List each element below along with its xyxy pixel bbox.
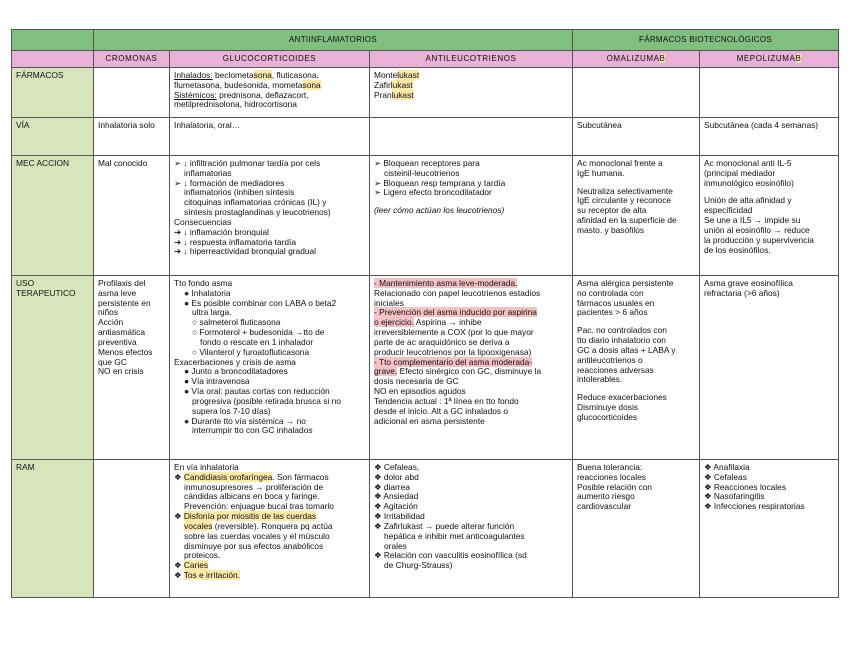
via-mepoli: Subcutánea (cada 4 semanas) (700, 118, 839, 156)
text: ❖ Zafirlukast → puede alterar función (374, 520, 515, 531)
text: metilprednisolona, hidrocortisona (174, 99, 297, 110)
text: persistente en (98, 297, 151, 308)
text: no controlada con (577, 287, 644, 298)
header-antiinflamatorios: ANTIINFLAMATORIOS (94, 30, 573, 51)
text: ● Es posible combinar con LABA o beta2 (184, 297, 337, 308)
text: hepática e inhibir met anticoagulantes (384, 530, 525, 541)
text: ❖ Nasofaringitis (704, 491, 765, 502)
text: interrumpir tto con GC inhalados (192, 425, 313, 436)
text: Ac monoclonal anti IL-5 (704, 158, 792, 168)
text: progresiva (posible retirada brusca si no (192, 395, 341, 406)
uso-omali (573, 276, 700, 460)
text: ❖ Reacciones locales (704, 481, 787, 492)
header-cromonas: CROMONAS (94, 51, 170, 68)
text: Tto fondo asma (174, 278, 233, 288)
mepolizumab-suffix: B (795, 54, 802, 64)
row-ram (12, 460, 839, 598)
text: Buena tolerancia: (577, 462, 643, 472)
text: dosis necesaria de GC (374, 376, 459, 387)
text: GC a dosis altas + LABA y (577, 344, 676, 355)
highlight-text: - Mantenimiento asma leve-moderada. (374, 278, 518, 288)
text: inflamatorias (184, 167, 232, 178)
text: Acción (98, 317, 124, 328)
text: Ac monoclonal frente a (577, 158, 663, 168)
row-label-via: VÍA (12, 118, 94, 156)
omalizumab-suffix: B (659, 54, 666, 64)
text: disminuye por sus efectos anabólicos (184, 540, 324, 551)
ram-antileu (370, 460, 573, 598)
text: ❖ Irritabilidad (374, 511, 425, 522)
text: Exacerbaciones y crisis de asma (174, 356, 296, 367)
pharmacology-table (11, 29, 839, 598)
farmacos-mepoli (700, 68, 839, 118)
text: prednisona, deflazacort, (216, 89, 309, 100)
text: (reversible). Ronquera pq actúa (212, 520, 333, 531)
row-via (12, 118, 839, 156)
text: de Churg-Strauss) (384, 560, 453, 571)
text: ➢ Bloquean resp temprana y tardía (374, 177, 506, 188)
text: . Son fármacos (272, 471, 329, 482)
text: inmunosupresores → proliferación de (184, 481, 324, 492)
text: En vía inhalatoria (174, 462, 239, 472)
highlight-text: - Prevención del asma inducido por aspirina (374, 307, 537, 318)
text: ● Vía intravenosa (184, 376, 250, 387)
mec-cromonas: Mal conocido (94, 156, 170, 276)
inhalados-label: Inhalados: (174, 70, 213, 80)
suffix-highlight: sona (253, 70, 272, 80)
text: ● Junto a broncodilatadores (184, 366, 288, 377)
text: ➔ ↓ hiperreactividad bronquial gradual (174, 246, 317, 257)
via-gluco: Inhalatoria, oral… (170, 118, 370, 156)
text: Pac. no controlados con (577, 325, 667, 336)
text: fondo o rescate en 1 inhalador (200, 336, 314, 347)
text: afinidad en la superficie de (577, 215, 677, 226)
text: ❖ Agitación (374, 501, 418, 512)
text: pacientes > 6 años (577, 307, 648, 318)
row-label-mec: MEC ACCION (12, 156, 94, 276)
text: tto diario inhalatorio con (577, 335, 666, 346)
text: su receptor de alta (577, 205, 647, 216)
text: inflamatorios (inhiben síntesis (184, 187, 295, 198)
farmacos-gluco (170, 68, 370, 118)
highlight-text: Candidiasis orofaríngea (183, 471, 273, 482)
header-corner-1 (12, 30, 94, 51)
uso-antileu (370, 276, 573, 460)
text: de los eosinófilos. (704, 244, 771, 255)
drug-name: Zafir (374, 79, 391, 90)
mec-antileu (370, 156, 573, 276)
header-glucocorticoides: GLUCOCORTICOIDES (170, 51, 370, 68)
text: que GC (98, 356, 127, 367)
text: Aspirina → inhibe (414, 317, 482, 328)
text: cardiovascular (577, 501, 632, 512)
text: irreversiblemente a COX (por lo que mayor (374, 327, 534, 338)
mec-mepoli (700, 156, 839, 276)
ram-mepoli (700, 460, 839, 598)
text: especificidad (704, 205, 753, 216)
text: masto. y basófilos (577, 224, 645, 235)
text: aumento riesgo (577, 491, 635, 502)
text: fármacos usuales en (577, 297, 655, 308)
text: antiasmática (98, 327, 146, 338)
text: ❖ Cefaleas (704, 471, 747, 482)
text: IgE circulante y reconoce (577, 195, 672, 206)
text: ❖ dolor abd (374, 471, 419, 482)
text: ● Durante tto vía sistémica → no (184, 415, 306, 426)
mec-gluco (170, 156, 370, 276)
text: citoquinas inflamatorias crónicas (IL) y (184, 197, 327, 208)
text: Profilaxis del (98, 278, 146, 288)
text: antileucotrienos o (577, 354, 643, 365)
bullet: ❖ (174, 471, 184, 482)
bullet: ❖ (174, 511, 184, 522)
farmacos-omali (573, 68, 700, 118)
suffix-highlight: sona (302, 79, 321, 90)
row-label-ram: RAM (12, 460, 94, 598)
via-cromonas: Inhalatoria solo (94, 118, 170, 156)
text: inmunológico eosinófilo) (704, 177, 794, 188)
text: Reduce exacerbaciones (577, 392, 667, 403)
text: ➔ ↓ inflamación bronquial (174, 226, 270, 237)
text: cándidas albicans en boca y faringe. (184, 491, 320, 502)
text: NO en crisis (98, 366, 144, 377)
text: glucocorticoides (577, 411, 638, 422)
farmacos-cromonas (94, 68, 170, 118)
text: Relacionado con papel leucotrienos estadios (374, 287, 541, 298)
text: Tendencia actual : 1ª línea en tto fondo (374, 395, 519, 406)
text: (leer cómo actúan los leucotrienos) (374, 205, 505, 216)
header-omalizumab (573, 51, 700, 68)
header-antileucotrienos: ANTILEUCOTRIENOS (370, 51, 573, 68)
uso-gluco (170, 276, 370, 460)
text: unión al eosinófilo → reduce (704, 224, 810, 235)
text: Unión de alta afinidad y (704, 195, 792, 206)
text: proteicos. (184, 550, 221, 561)
highlight-text: Caries (183, 560, 209, 571)
text: producir leucotrienos por la lipooxigenasa) (374, 346, 532, 357)
text: Asma alérgica persistente (577, 278, 674, 288)
header-corner-2 (12, 51, 94, 68)
text: orales (384, 540, 407, 551)
highlight-text: grave. (374, 366, 398, 377)
text: ➢ Bloquean receptores para (374, 158, 480, 168)
text: Neutraliza selectivamente (577, 185, 673, 196)
text: ➢ ↓ infiltración pulmonar tardía por cels (174, 158, 321, 168)
text: , fluticasona, (271, 70, 319, 80)
row-label-uso (12, 276, 94, 460)
text: refractaria (>6 años) (704, 287, 780, 298)
row-uso (12, 276, 839, 460)
text: beclometa (212, 70, 254, 80)
text: IgE humana. (577, 167, 625, 178)
suffix-highlight: lukast (391, 89, 414, 100)
text: reacciones locales (577, 471, 646, 482)
mec-omali (573, 156, 700, 276)
row-mec (12, 156, 839, 276)
highlight-text: - Tto complementario del asma moderada- (374, 356, 533, 367)
text: Se une a IL5 → impide su (704, 215, 801, 226)
text: supera los 7-10 días) (192, 405, 271, 416)
ram-omali (573, 460, 700, 598)
text: Efecto sinérgico con GC, disminuye la (397, 366, 542, 377)
text: niños (98, 307, 119, 318)
text: flumetasona, budesonida, mometa (174, 79, 303, 90)
text: (principal mediador (704, 167, 776, 178)
text: ● Vía oral: pautas cortas con reducción (184, 386, 330, 397)
header-row-1 (12, 30, 839, 51)
text: ➢ Ligero efecto broncodilatador (374, 187, 492, 198)
text: cisteinil-leucotrienos (384, 167, 460, 178)
highlight-text: Disfonía por miositis de las cuerdas (183, 511, 317, 522)
bullet: ❖ (174, 570, 184, 581)
text: intolerables. (577, 374, 623, 385)
text: ➔ ↓ respuesta inflamatoria tardía (174, 236, 296, 247)
bullet: ❖ (174, 560, 184, 571)
text: la producción y supervivencia (704, 234, 814, 245)
text: Asma grave eosinofílica (704, 278, 793, 288)
text: Posible relación con (577, 481, 652, 492)
header-row-2 (12, 51, 839, 68)
drug-name: Pran (374, 89, 392, 100)
text: Menos efectos (98, 346, 153, 357)
text: ❖ Ansiedad (374, 491, 419, 502)
text: Prevención: enjuague bucal tras tomarlo (184, 501, 334, 512)
via-omali: Subcutánea (573, 118, 700, 156)
text: desde el inicio. Alt a GC inhalados o (374, 405, 509, 416)
text: síntesis prostaglandinas y leucotrienos) (184, 207, 331, 218)
text: ○ Formoterol + budesonida →tto de (192, 327, 325, 338)
text: ❖ Cefaleas, (374, 462, 420, 472)
suffix-highlight: lukast (390, 79, 413, 90)
text: ❖ Infecciones respiratorias (704, 501, 805, 512)
row-label-farmacos: FÁRMACOS (12, 68, 94, 118)
sistemicos-label: Sistémicos: (174, 89, 217, 100)
text: ○ Vilanterol y furoatofluticasona (192, 346, 310, 357)
text: parte de ac araquidónico se deriva a (374, 336, 510, 347)
ram-cromonas (94, 460, 170, 598)
text: ❖ Anafilaxia (704, 462, 750, 472)
row-farmacos (12, 68, 839, 118)
text: ultra larga. (192, 307, 232, 318)
text: adicional en asma persistente (374, 415, 485, 426)
text: asma leve (98, 287, 137, 298)
text: ➢ ↓ formación de mediadores (174, 177, 285, 188)
text: ● Inhalatoria (184, 287, 231, 298)
uso-mepoli (700, 276, 839, 460)
text: ○ salmeterol fluticasona (192, 317, 281, 328)
text: reacciones adversas (577, 364, 654, 375)
text: preventiva (98, 336, 137, 347)
drug-name: Monte (374, 70, 398, 80)
uso-cromonas (94, 276, 170, 460)
highlight-text: Tos e irritación. (183, 570, 241, 581)
text: USO (16, 278, 35, 288)
text: Disminuye dosis (577, 402, 638, 413)
mepolizumab-text: MEPOLIZUMA (736, 54, 796, 64)
highlight-text: o ejercicio. (374, 317, 415, 328)
omalizumab-text: OMALIZUMA (606, 54, 660, 64)
text: TERAPEUTICO (16, 287, 76, 298)
header-biotecnologicos: FÁRMACOS BIOTECNOLÓGICOS (573, 30, 839, 51)
suffix-highlight: lukast (397, 70, 420, 80)
farmacos-antileu (370, 68, 573, 118)
text: iniciales (374, 297, 404, 308)
text: Consecuencias (174, 216, 232, 227)
via-antileu (370, 118, 573, 156)
header-mepolizumab (700, 51, 839, 68)
ram-gluco (170, 460, 370, 598)
text: ❖ Relación con vasculitis eosinofílica (sd (374, 550, 527, 561)
text: ❖ diarrea (374, 481, 410, 492)
text: NO en episodios agudos (374, 386, 466, 397)
highlight-text: vocales (184, 520, 213, 531)
text: sobre las cuerdas vocales y el músculo (184, 530, 330, 541)
